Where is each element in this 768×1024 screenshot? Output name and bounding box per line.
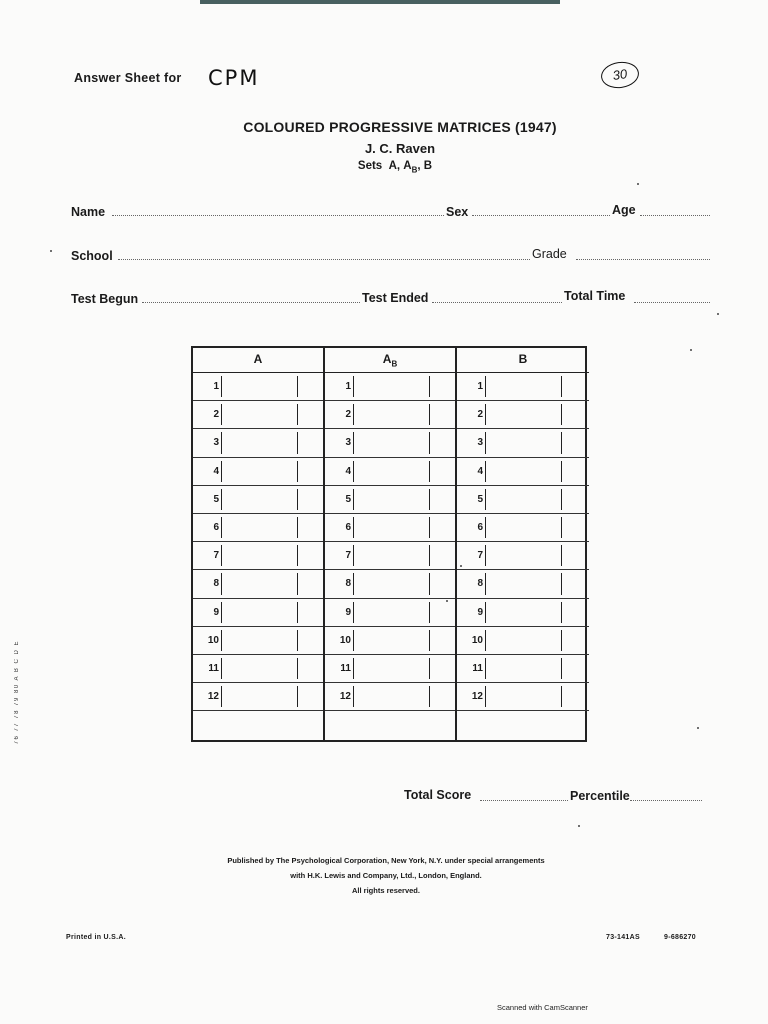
item-number: 10 — [471, 634, 483, 646]
answer-box-divider — [221, 517, 222, 538]
item-number: 3 — [345, 437, 351, 449]
item-number: 7 — [477, 550, 483, 562]
school-label: School — [71, 249, 113, 263]
answer-box-divider — [561, 489, 562, 510]
answer-box-divider — [297, 376, 298, 397]
answer-row-a-6[interactable] — [193, 514, 323, 542]
answer-box-divider — [485, 461, 486, 482]
answer-box-divider — [485, 686, 486, 707]
answer-box-divider — [561, 404, 562, 425]
answer-box-divider — [429, 404, 430, 425]
answer-box-divider — [353, 517, 354, 538]
scanner-watermark: Scanned with CamScanner — [497, 1003, 588, 1012]
answer-box-divider — [297, 573, 298, 594]
set-b-header: B — [457, 348, 589, 373]
answer-box-divider — [297, 517, 298, 538]
answer-box-divider — [297, 602, 298, 623]
name-field[interactable] — [112, 205, 444, 216]
answer-box-divider — [561, 517, 562, 538]
answer-row-ab-11[interactable] — [325, 655, 455, 683]
answer-box-divider — [353, 489, 354, 510]
answer-box-divider — [429, 545, 430, 566]
answer-box-divider — [429, 461, 430, 482]
answer-box-divider — [561, 545, 562, 566]
item-number: 9 — [213, 606, 219, 618]
answer-row-ab-5[interactable] — [325, 486, 455, 514]
answer-box-divider — [353, 686, 354, 707]
item-number: 5 — [477, 493, 483, 505]
test-begun-label: Test Begun — [71, 292, 139, 306]
total-score-label: Total Score — [404, 788, 472, 802]
circled-sheet-number: 30 — [599, 59, 640, 90]
answer-box-divider — [221, 545, 222, 566]
set-ab-column — [325, 348, 457, 740]
percentile-field[interactable] — [630, 790, 702, 801]
item-number: 9 — [345, 606, 351, 618]
sex-label: Sex — [446, 205, 469, 219]
sets-line: Sets A, $A_B$, B — [357, 160, 433, 175]
item-number: 2 — [213, 409, 219, 421]
item-number: 7 — [213, 550, 219, 562]
item-number: 5 — [345, 493, 351, 505]
answer-row-b-6[interactable] — [457, 514, 589, 542]
total-score-field[interactable] — [480, 790, 568, 801]
answer-box-divider — [221, 602, 222, 623]
answer-row-ab-8[interactable] — [325, 570, 455, 598]
answer-box-divider — [561, 630, 562, 651]
answer-row-ab-9[interactable] — [325, 599, 455, 627]
answer-box-divider — [297, 686, 298, 707]
answer-box-divider — [561, 686, 562, 707]
form-code: 73-141AS — [606, 934, 640, 941]
item-number: 4 — [213, 465, 219, 477]
answer-box-divider — [353, 658, 354, 679]
subtotal-row-b[interactable] — [457, 711, 589, 739]
answer-box-divider — [429, 432, 430, 453]
scan-speck — [460, 565, 462, 567]
set-b-column — [457, 348, 589, 740]
answer-box-divider — [353, 432, 354, 453]
answer-row-ab-3[interactable] — [325, 429, 455, 457]
test-ended-field[interactable] — [432, 292, 562, 303]
item-number: 5 — [213, 493, 219, 505]
answer-row-a-12[interactable] — [193, 683, 323, 711]
grade-field[interactable] — [576, 249, 710, 260]
answer-box-divider — [561, 573, 562, 594]
answer-row-ab-6[interactable] — [325, 514, 455, 542]
answer-box-divider — [429, 630, 430, 651]
item-number: 3 — [477, 437, 483, 449]
answer-grid — [191, 346, 587, 742]
answer-box-divider — [353, 404, 354, 425]
scan-speck — [446, 600, 448, 602]
answer-box-divider — [485, 545, 486, 566]
answer-row-a-2[interactable] — [193, 401, 323, 429]
publisher-line-2: with H.K. Lewis and Company, Ltd., London, England. — [290, 871, 482, 880]
answer-row-b-3[interactable] — [457, 429, 589, 457]
item-number: 8 — [213, 578, 219, 590]
item-number: 8 — [477, 578, 483, 590]
answer-box-divider — [561, 658, 562, 679]
answer-box-divider — [353, 573, 354, 594]
side-margin-code: 76 77 78 79 80 A B C D E — [14, 640, 20, 745]
answer-row-b-7[interactable] — [457, 542, 589, 570]
publisher-line-3: All rights reserved. — [352, 886, 420, 895]
answer-box-divider — [561, 602, 562, 623]
item-number: 4 — [477, 465, 483, 477]
scan-speck — [578, 825, 580, 827]
answer-box-divider — [297, 461, 298, 482]
item-number: 12 — [339, 691, 351, 703]
scan-speck — [690, 349, 692, 351]
scan-speck — [697, 727, 699, 729]
scan-speck — [717, 313, 719, 315]
name-label: Name — [71, 205, 106, 219]
item-number: 8 — [345, 578, 351, 590]
item-number: 1 — [213, 381, 219, 392]
item-number: 2 — [477, 409, 483, 421]
answer-row-b-8[interactable] — [457, 570, 589, 598]
answer-row-a-11[interactable] — [193, 655, 323, 683]
answer-box-divider — [485, 602, 486, 623]
answer-box-divider — [561, 376, 562, 397]
subtotal-row-ab[interactable] — [325, 711, 455, 739]
form-title: COLOURED PROGRESSIVE MATRICES (1947) — [243, 119, 557, 135]
answer-box-divider — [221, 376, 222, 397]
answer-box-divider — [429, 517, 430, 538]
item-number: 10 — [339, 634, 351, 646]
item-number: 7 — [345, 550, 351, 562]
item-number: 11 — [472, 662, 483, 674]
answer-box-divider — [429, 686, 430, 707]
answer-box-divider — [561, 432, 562, 453]
item-number: 12 — [207, 691, 219, 703]
answer-box-divider — [485, 517, 486, 538]
answer-row-a-9[interactable] — [193, 599, 323, 627]
answer-box-divider — [297, 489, 298, 510]
set-a-column — [193, 348, 325, 740]
subtotal-row-a[interactable] — [193, 711, 323, 739]
answer-box-divider — [221, 573, 222, 594]
answer-row-b-4[interactable] — [457, 458, 589, 486]
answer-row-a-10[interactable] — [193, 627, 323, 655]
item-number: 3 — [213, 437, 219, 449]
sex-field[interactable] — [472, 205, 610, 216]
answer-box-divider — [429, 602, 430, 623]
item-number: 12 — [471, 691, 483, 703]
item-number: 6 — [345, 521, 351, 533]
answer-row-a-7[interactable] — [193, 542, 323, 570]
answer-row-ab-7[interactable] — [325, 542, 455, 570]
answer-row-a-8[interactable] — [193, 570, 323, 598]
answer-box-divider — [561, 461, 562, 482]
age-label: Age — [612, 203, 636, 217]
scan-top-edge — [200, 0, 560, 4]
answer-row-a-3[interactable] — [193, 429, 323, 457]
publisher-line-1: Published by The Psychological Corporation, New York, N.Y. under special arrangements — [227, 856, 545, 865]
answer-row-a-4[interactable] — [193, 458, 323, 486]
answer-box-divider — [353, 376, 354, 397]
answer-box-divider — [297, 404, 298, 425]
item-number: 11 — [340, 662, 351, 674]
answer-box-divider — [297, 630, 298, 651]
answer-row-b-1[interactable] — [457, 373, 589, 401]
answer-box-divider — [221, 658, 222, 679]
answer-row-a-1[interactable] — [193, 373, 323, 401]
answer-box-divider — [221, 404, 222, 425]
item-number: 1 — [477, 381, 483, 392]
test-ended-label: Test Ended — [362, 291, 429, 305]
item-number: 4 — [345, 465, 351, 477]
item-number: 6 — [213, 521, 219, 533]
answer-box-divider — [353, 545, 354, 566]
percentile-label: Percentile — [570, 789, 630, 803]
author: J. C. Raven — [364, 141, 436, 156]
catalog-code: 9-686270 — [664, 934, 696, 941]
item-number: 10 — [207, 634, 219, 646]
answer-box-divider — [485, 658, 486, 679]
answer-row-b-5[interactable] — [457, 486, 589, 514]
answer-box-divider — [221, 461, 222, 482]
answer-row-b-12[interactable] — [457, 683, 589, 711]
answer-row-ab-2[interactable] — [325, 401, 455, 429]
set-a-header: A — [193, 348, 323, 373]
age-field[interactable] — [640, 205, 710, 216]
item-number: 2 — [345, 409, 351, 421]
answer-row-b-10[interactable] — [457, 627, 589, 655]
answer-box-divider — [221, 686, 222, 707]
answer-box-divider — [297, 658, 298, 679]
answer-box-divider — [353, 630, 354, 651]
answer-box-divider — [429, 658, 430, 679]
answer-row-ab-1[interactable] — [325, 373, 455, 401]
answer-box-divider — [221, 489, 222, 510]
answer-box-divider — [485, 573, 486, 594]
answer-row-ab-4[interactable] — [325, 458, 455, 486]
answer-box-divider — [485, 404, 486, 425]
printed-in-usa: Printed in U.S.A. — [66, 934, 126, 941]
answer-row-b-2[interactable] — [457, 401, 589, 429]
set-ab-header: $A_B$ — [325, 348, 455, 373]
item-number: 1 — [345, 381, 351, 392]
answer-box-divider — [485, 376, 486, 397]
answer-box-divider — [353, 461, 354, 482]
answer-box-divider — [485, 489, 486, 510]
answer-row-ab-10[interactable] — [325, 627, 455, 655]
answer-row-ab-12[interactable] — [325, 683, 455, 711]
answer-box-divider — [485, 432, 486, 453]
item-number: 6 — [477, 521, 483, 533]
answer-box-divider — [221, 432, 222, 453]
test-begun-field[interactable] — [142, 292, 360, 303]
handwritten-test-name: CPM — [208, 66, 260, 90]
school-field[interactable] — [118, 249, 530, 260]
answer-box-divider — [429, 489, 430, 510]
answer-box-divider — [429, 573, 430, 594]
answer-sheet-label: Answer Sheet for — [74, 71, 182, 85]
grade-label: Grade — [532, 247, 567, 261]
answer-box-divider — [485, 630, 486, 651]
scan-speck — [50, 250, 52, 252]
answer-box-divider — [297, 545, 298, 566]
answer-box-divider — [297, 432, 298, 453]
item-number: 11 — [208, 662, 219, 674]
answer-box-divider — [353, 602, 354, 623]
answer-box-divider — [221, 630, 222, 651]
answer-row-b-11[interactable] — [457, 655, 589, 683]
item-number: 9 — [477, 606, 483, 618]
answer-row-a-5[interactable] — [193, 486, 323, 514]
total-time-label: Total Time — [564, 289, 626, 303]
total-time-field[interactable] — [634, 292, 710, 303]
answer-row-b-9[interactable] — [457, 599, 589, 627]
scan-speck — [637, 183, 639, 185]
answer-box-divider — [429, 376, 430, 397]
